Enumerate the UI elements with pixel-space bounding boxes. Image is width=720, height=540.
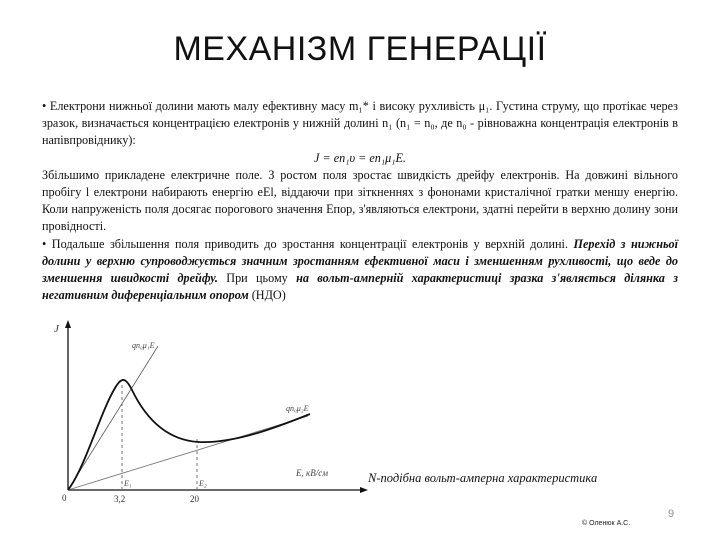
page-number: 9 [668, 508, 675, 520]
paragraph-3-emphasis-2: на вольт-амперній характеристиці зразка з'являється ділянка з негативним диференціальним опором [42, 271, 678, 303]
copyright: © Оленюк А.С. [582, 520, 631, 527]
paragraph-3-part-1: • Подальше збільшення поля приводить до зростання концентрації електронів у верхній долині. [42, 236, 574, 251]
paragraph-3-emphasis-1: Перехід з нижньої долини у верхню супроводжується значним зростанням ефективної маси і зменшенням рухливості, що веде до зменшення швидкості дрейфу. [42, 236, 679, 286]
page-title: МЕХАНІЗМ ГЕНЕРАЦІЇ [173, 30, 547, 68]
body-text [42, 98, 678, 304]
origin-label: 0 [62, 493, 67, 503]
paragraph-1: • Електрони нижньої долини мають малу ефективну масу m₁* і високу рухливість μ₁. Густина струму, що протікає через зразок, визначається концентрацією електронів у нижній долині n₁ (n₁ = n₀, де n₀ - рівноважна концентрація електронів в напівпровіднику): [42, 99, 678, 148]
e2-label: E₂ [199, 479, 207, 488]
paragraph-3-part-5: (НДО) [248, 288, 286, 303]
x-axis-label: E, кВ/см [296, 468, 328, 478]
y-axis-arrow [65, 320, 71, 328]
n-shaped-curve [68, 380, 310, 490]
tick-label-20: 20 [190, 494, 199, 504]
y-axis-label: J [54, 323, 59, 335]
tick-label-3-2: 3,2 [114, 494, 126, 504]
lower-line-label: qn₀μ₂E [286, 404, 309, 413]
current-density-formula: J = en₁υ = en₁μ₁E. [314, 150, 406, 165]
graph-caption: N-подібна вольт-амперна характеристика [368, 471, 598, 485]
e1-label: E₁ [124, 479, 132, 488]
n-shaped-iv-graph [40, 318, 370, 508]
x-axis-arrow [360, 487, 368, 493]
upper-asymptote-line [68, 346, 158, 490]
paragraph-3 [42, 236, 678, 305]
paragraph-2: Збільшимо прикладене електричне поле. З ростом поля зростає швидкість дрейфу електронів. На довжині вільного пробігу l електрони набирають енергію eEl, віддаючи при зіткненнях з фононами кристалічної гратки меншу енергію. Коли напруженість поля досягає порогового значення Eпор, з'являються електрони, здатні перейти в верхню долину зони провідності. [42, 167, 678, 234]
paragraph-3-part-3: При цьому [217, 271, 297, 286]
upper-line-label: qn₀μ₁E [132, 341, 155, 350]
lower-asymptote-line [68, 416, 308, 490]
